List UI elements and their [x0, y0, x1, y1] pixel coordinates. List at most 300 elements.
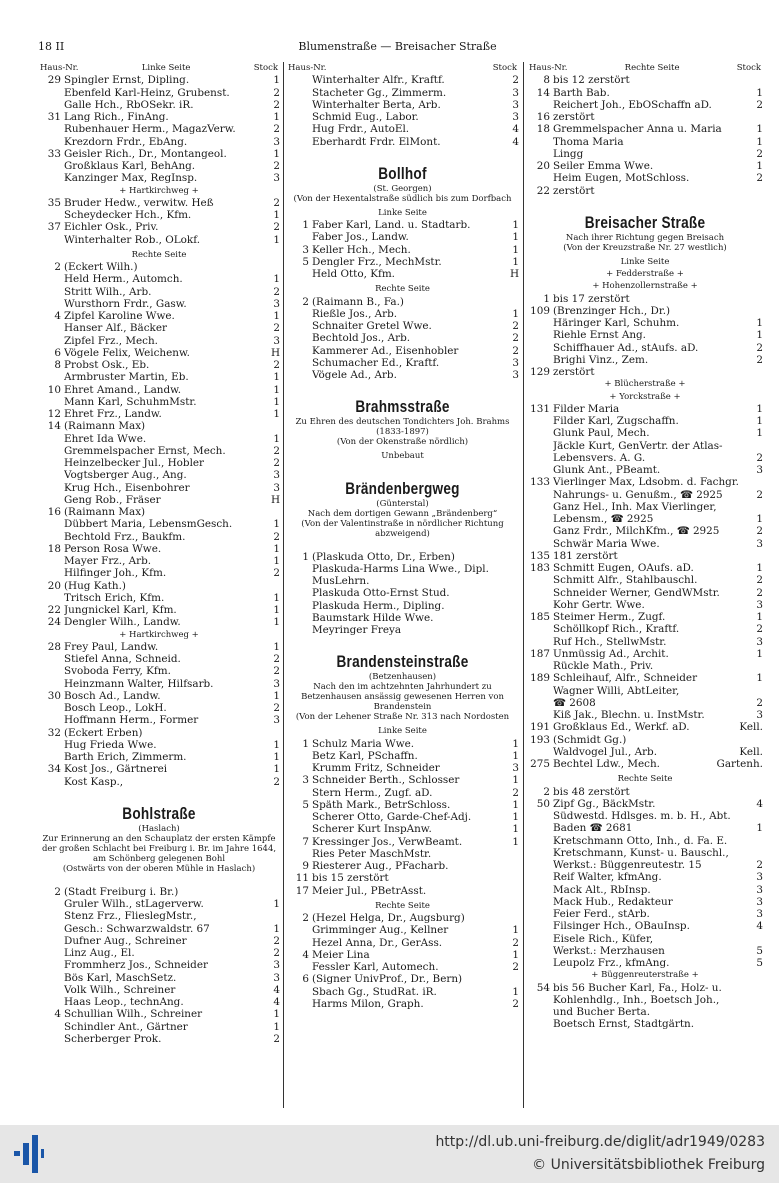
resident-name: Schneider Berth., Schlosser — [312, 774, 460, 787]
house-number: 2 — [302, 912, 309, 924]
col-head-house: Haus-Nr. — [40, 63, 79, 73]
house-number: 50 — [536, 797, 550, 810]
floor-number — [749, 501, 763, 513]
resident-name: Glunk Ant., PBeamt. — [553, 464, 661, 476]
house-number — [527, 172, 553, 184]
directory-entry — [38, 690, 280, 702]
resident-name: Kohr Gertr. Wwe. — [553, 598, 645, 611]
directory-entry — [527, 305, 763, 317]
house-number: 191 — [530, 721, 550, 734]
house-number — [38, 322, 64, 334]
house-number — [286, 308, 312, 320]
floor-number: 1 — [273, 604, 280, 616]
resident-name: Mayer Frz., Arb. — [64, 555, 152, 567]
street-note: (Von der Okenstraße nördlich) — [336, 437, 469, 448]
floor-number — [505, 885, 519, 897]
resident-name: 181 zerstört — [553, 549, 618, 562]
house-number: 187 — [530, 647, 550, 660]
directory-entry — [527, 99, 763, 111]
house-number — [527, 859, 553, 871]
house-number: 3 — [302, 243, 309, 256]
directory-entry — [527, 920, 763, 932]
house-number — [38, 99, 64, 111]
floor-number — [749, 660, 763, 672]
resident-name: Frey Paul, Landw. — [64, 640, 159, 653]
directory-entry — [527, 562, 763, 574]
directory-entry — [527, 982, 763, 994]
directory-entry — [527, 464, 763, 476]
house-number — [38, 702, 64, 714]
house-number — [38, 739, 64, 751]
floor-number — [266, 910, 280, 922]
library-logo-icon — [14, 1135, 44, 1173]
floor-number: 2 — [756, 525, 763, 538]
directory-entry — [38, 531, 280, 543]
street-note: Nach ihrer Richtung gegen Breisach — [565, 232, 725, 243]
resident-name: Ebenfeld Karl-Heinz, Grubenst. — [64, 86, 230, 99]
floor-number: 2 — [273, 285, 280, 298]
resident-name: Brighi Vinz., Zem. — [553, 353, 649, 366]
resident-name: Tritsch Erich, Kfm. — [64, 591, 165, 604]
floor-number: 2 — [273, 665, 280, 678]
resident-name: Ehret Frz., Landw. — [64, 408, 162, 420]
resident-name: Kretschmann Otto, Inh., d. Fa. E. — [553, 834, 728, 847]
resident-name: Schmitt Eugen, OAufs. aD. — [553, 562, 694, 574]
house-number — [286, 600, 312, 612]
resident-name: Schwär Maria Wwe. — [553, 537, 660, 550]
house-number — [527, 354, 553, 366]
resident-name: Jungnickel Karl, Kfm. — [64, 604, 177, 616]
directory-entry — [527, 672, 763, 684]
directory-entry — [38, 518, 280, 530]
directory-entry — [286, 836, 519, 848]
resident-name: Schiffhauer Ad., stAufs. aD. — [553, 341, 699, 354]
resident-name: Volk Wilh., Schreiner — [64, 983, 176, 996]
house-number — [38, 665, 64, 677]
resident-name: Hezel Anna, Dr., GerAss. — [312, 936, 443, 949]
resident-name: Heinzelbecker Jul., Hobler — [64, 457, 205, 469]
resident-name: Bosch Ad., Landw. — [64, 689, 161, 702]
resident-name: Späth Mark., BetrSchloss. — [312, 798, 451, 811]
column-header — [527, 62, 763, 74]
floor-number: 1 — [512, 307, 519, 320]
resident-name: (Signer UnivProf., Dr., Bern) — [312, 973, 463, 986]
directory-entry — [38, 310, 280, 322]
directory-entry — [286, 74, 519, 86]
resident-name: Kretschmann, Kunst- u. Bauschl., — [553, 846, 729, 859]
directory-entry — [38, 261, 280, 273]
floor-number — [749, 994, 763, 1006]
floor-number: 1 — [512, 835, 519, 848]
floor-number: Kell. — [739, 745, 763, 758]
floor-number: 2 — [512, 786, 519, 799]
floor-number: 2 — [756, 623, 763, 636]
house-number — [38, 984, 64, 996]
resident-name: Zipfel Karoline Wwe. — [64, 310, 175, 322]
resident-name: Meier Jul., PBetrAsst. — [312, 884, 427, 897]
house-number — [527, 440, 553, 452]
house-number — [527, 329, 553, 341]
resident-name: Filder Karl, Zugschaffn. — [553, 415, 679, 427]
house-number: 1 — [302, 737, 309, 750]
house-number — [527, 599, 553, 611]
resident-name: Kiß Jak., Blechn. u. InstMstr. — [553, 709, 705, 721]
resident-name: Stern Herm., Zugf. aD. — [312, 786, 433, 799]
street-note: (Haslach) — [138, 823, 180, 834]
side-label: Rechte Seite — [375, 900, 430, 911]
directory-entry — [38, 221, 280, 233]
directory-entry — [527, 403, 763, 415]
resident-name: (Hezel Helga, Dr., Augsburg) — [312, 912, 465, 924]
house-number — [527, 945, 553, 957]
floor-number — [749, 982, 763, 994]
directory-entry — [286, 219, 519, 231]
resident-name: Ruf Hch., StellwMstr. — [553, 635, 667, 648]
directory-entry — [38, 959, 280, 971]
directory-entry — [38, 359, 280, 371]
house-number — [38, 1021, 64, 1033]
house-number — [286, 332, 312, 344]
resident-name: Meier Lina — [312, 948, 370, 961]
source-url[interactable]: http://dl.ub.uni-freiburg.de/diglit/adr1949/0283 — [435, 1134, 765, 1150]
house-number — [38, 286, 64, 298]
directory-entry — [38, 506, 280, 518]
directory-entry — [38, 148, 280, 160]
resident-name: Baumstark Hilde Wwe. — [312, 611, 434, 624]
resident-name: Unmüssig Ad., Archit. — [553, 647, 669, 660]
house-number — [527, 501, 553, 513]
directory-entry — [38, 567, 280, 579]
directory-entry — [38, 714, 280, 726]
street-note: (Von der Kreuzstraße Nr. 27 westlich) — [563, 242, 727, 253]
resident-name: (Brenzinger Hch., Dr.) — [553, 304, 671, 317]
floor-number: 3 — [273, 172, 280, 185]
floor-number: 1 — [273, 147, 280, 160]
resident-name: Krumm Fritz, Schneider — [312, 762, 440, 774]
directory-entry — [527, 746, 763, 758]
directory-entry — [527, 908, 763, 920]
floor-number: 1 — [756, 135, 763, 148]
resident-name: Bechtold Jos., Arb. — [312, 332, 411, 345]
floor-number: 1 — [273, 518, 280, 531]
directory-entry — [38, 396, 280, 408]
house-number — [527, 994, 553, 1006]
resident-name: zerstört — [553, 111, 595, 123]
directory-entry — [527, 636, 763, 648]
directory-entry — [527, 945, 763, 957]
resident-name: Eisele Rich., Küfer, — [553, 932, 654, 945]
resident-name: Stenz Frz., FlieslegMstr., — [64, 910, 197, 923]
house-number: 34 — [47, 763, 61, 776]
resident-name: bis 17 zerstört — [553, 292, 630, 305]
floor-number: 2 — [756, 451, 763, 464]
resident-name: bis 48 zerstört — [553, 785, 630, 798]
house-number — [286, 563, 312, 575]
cross-street: + Hohenzollernstraße + — [592, 281, 698, 292]
floor-number: 1 — [512, 749, 519, 762]
house-number — [38, 234, 64, 246]
floor-number: 3 — [512, 369, 519, 381]
floor-number — [749, 185, 763, 197]
directory-entry — [38, 136, 280, 148]
resident-name: Lingg — [553, 147, 584, 160]
house-number: 14 — [47, 420, 61, 433]
directory-entry — [38, 763, 280, 775]
floor-number — [505, 872, 519, 884]
directory-entry — [286, 912, 519, 924]
house-number — [38, 776, 64, 788]
resident-name: Ganz Hel., Inh. Max Vierlinger, — [553, 500, 717, 513]
floor-number: 2 — [512, 961, 519, 973]
resident-name: Galle Hch., RbOSekr. iR. — [64, 98, 194, 111]
cross-street: + Hartkirchweg + — [119, 185, 199, 196]
house-number: 183 — [530, 562, 550, 574]
floor-number — [749, 366, 763, 378]
column-2 — [286, 62, 519, 1010]
floor-number — [266, 420, 280, 432]
resident-name: Dübbert Maria, LebensmGesch. — [64, 518, 233, 531]
floor-number: 1 — [273, 1008, 280, 1021]
floor-number: 1 — [756, 329, 763, 342]
directory-entry — [527, 574, 763, 586]
floor-number: 1 — [273, 395, 280, 408]
house-number — [38, 433, 64, 445]
street-note: (Von der Valentinstraße in nördlicher Richtung abzweigend) — [301, 518, 504, 539]
directory-entry — [38, 197, 280, 209]
resident-name: zerstört — [553, 366, 595, 378]
floor-number: 2 — [273, 702, 280, 714]
house-number — [286, 937, 312, 949]
cross-street: + Büggenreuterstraße + — [591, 970, 699, 981]
house-number: 28 — [47, 640, 61, 653]
house-number — [527, 636, 553, 648]
directory-entry — [38, 457, 280, 469]
house-number — [38, 947, 64, 959]
house-number — [286, 986, 312, 998]
directory-entry — [38, 898, 280, 910]
house-number — [286, 750, 312, 762]
house-number — [286, 787, 312, 799]
resident-name: Geng Rob., Fräser — [64, 493, 161, 506]
resident-name: bis 15 zerstört — [312, 872, 389, 885]
house-number — [286, 587, 312, 599]
house-number: 6 — [302, 973, 309, 986]
resident-name: Heinzmann Walter, Hilfsarb. — [64, 677, 214, 690]
floor-number: 2 — [273, 1032, 280, 1045]
street-name: Bollhof — [378, 163, 427, 183]
floor-number — [749, 1018, 763, 1030]
house-number — [286, 231, 312, 243]
directory-entry — [38, 445, 280, 457]
resident-name: Boetsch Ernst, Stadtgärtn. — [553, 1018, 695, 1031]
floor-number: 3 — [756, 464, 763, 476]
resident-name: (Hug Kath.) — [64, 579, 126, 592]
house-number — [527, 427, 553, 439]
house-number: 185 — [530, 611, 550, 623]
resident-name: Probst Osk., Eb. — [64, 359, 150, 371]
resident-name: Bruder Hedw., verwitw. Heß — [64, 196, 214, 209]
resident-name: Feier Ferd., stArb. — [553, 908, 650, 920]
floor-number: 2 — [756, 696, 763, 709]
directory-entry — [527, 476, 763, 488]
resident-name: Kressinger Jos., VerwBeamt. — [312, 835, 463, 848]
side-label: Rechte Seite — [375, 284, 430, 295]
directory-entry — [38, 910, 280, 922]
floor-number: 1 — [273, 555, 280, 567]
house-number: 35 — [47, 196, 61, 209]
floor-number: 3 — [756, 635, 763, 648]
directory-entry — [286, 587, 519, 599]
directory-entry — [38, 984, 280, 996]
floor-number: 2 — [512, 997, 519, 1010]
house-number: 11 — [295, 872, 309, 885]
directory-entry — [286, 750, 519, 762]
resident-name: Filder Maria — [553, 402, 620, 415]
floor-number: 2 — [273, 567, 280, 580]
floor-number: 3 — [512, 356, 519, 369]
resident-name: Ehret Amand., Landw. — [64, 383, 182, 396]
resident-name: Nahrungs- u. Genußm., ☎ 2925 — [553, 488, 723, 501]
floor-number: 1 — [756, 160, 763, 172]
street-note: (St. Georgen) — [373, 183, 432, 194]
directory-entry — [527, 758, 763, 770]
house-number — [286, 111, 312, 123]
house-number — [527, 920, 553, 932]
resident-name: Harms Milon, Graph. — [312, 997, 424, 1010]
resident-name: Faber Jos., Landw. — [312, 231, 409, 244]
directory-entry — [527, 835, 763, 847]
floor-number: 3 — [756, 908, 763, 920]
resident-name: Jäckle Kurt, GenVertr. der Atlas- — [553, 439, 723, 452]
resident-name: Svoboda Ferry, Kfm. — [64, 665, 171, 678]
directory-entry — [527, 489, 763, 501]
directory-entry — [38, 1008, 280, 1020]
column-3 — [527, 62, 763, 1031]
resident-name: Heim Eugen, MotSchloss. — [553, 172, 690, 185]
floor-number — [749, 305, 763, 317]
resident-name: Vögele Ad., Arb. — [312, 369, 397, 381]
directory-entry — [527, 611, 763, 623]
resident-name: Schumacher Ed., Kraftf. — [312, 356, 440, 369]
floor-number: 4 — [756, 797, 763, 810]
resident-name: Winterhalter Berta, Arb. — [312, 98, 441, 111]
floor-number: 3 — [512, 86, 519, 99]
floor-number: 3 — [273, 297, 280, 310]
col-head-house: Haus-Nr. — [288, 63, 327, 73]
resident-name: Hilfinger Joh., Kfm. — [64, 567, 167, 580]
floor-number: 2 — [273, 160, 280, 172]
resident-name: Rießle Jos., Arb. — [312, 307, 398, 320]
directory-entry — [527, 550, 763, 562]
side-label: Linke Seite — [378, 207, 427, 218]
house-number — [38, 898, 64, 910]
side-label: Rechte Seite — [617, 774, 673, 785]
house-number — [527, 896, 553, 908]
house-number — [286, 762, 312, 774]
directory-entry — [286, 872, 519, 884]
directory-entry — [527, 1006, 763, 1018]
cross-street: + Blücherstraße + — [604, 379, 686, 390]
resident-name: Häringer Karl, Schuhm. — [553, 317, 680, 329]
directory-entry — [38, 543, 280, 555]
directory-entry — [527, 847, 763, 859]
resident-name: Lebensvers. A. G. — [553, 451, 646, 464]
resident-name: Schulz Maria Wwe. — [312, 737, 415, 750]
floor-number — [505, 624, 519, 636]
floor-number: 2 — [273, 457, 280, 469]
floor-number — [749, 786, 763, 798]
floor-number — [505, 860, 519, 872]
house-number — [286, 624, 312, 636]
directory-entry — [286, 860, 519, 872]
resident-name: Schmid Eug., Labor. — [312, 111, 419, 123]
resident-name: Plaskuda Herm., Dipling. — [312, 599, 445, 612]
directory-entry — [527, 440, 763, 452]
directory-entry — [38, 947, 280, 959]
floor-number: 1 — [512, 737, 519, 750]
house-number — [38, 371, 64, 383]
directory-entry — [38, 234, 280, 246]
floor-number: 1 — [756, 562, 763, 574]
house-number — [527, 822, 553, 834]
directory-entry — [38, 665, 280, 677]
resident-name: (Raimann Max) — [64, 420, 146, 433]
directory-entry — [38, 74, 280, 86]
resident-name: Dengler Wilh., Landw. — [64, 616, 181, 629]
page-header — [38, 40, 757, 56]
house-number — [286, 345, 312, 357]
col-head-side: Linke Seite — [141, 63, 191, 73]
floor-number: 2 — [273, 653, 280, 665]
directory-entry — [527, 709, 763, 721]
floor-number: 1 — [273, 233, 280, 246]
floor-number: 1 — [273, 689, 280, 702]
house-number — [527, 513, 553, 525]
directory-entry — [38, 371, 280, 383]
floor-number: 1 — [273, 763, 280, 776]
house-number: 8 — [54, 359, 61, 371]
floor-number: 1 — [273, 383, 280, 396]
resident-name: Bechtold Frz., Baukfm. — [64, 530, 186, 543]
house-number — [286, 823, 312, 835]
directory-entry — [527, 342, 763, 354]
floor-number: 2 — [273, 359, 280, 371]
floor-number: 1 — [512, 823, 519, 836]
directory-entry — [527, 415, 763, 427]
directory-entry — [38, 160, 280, 172]
resident-name: Schleihauf, Alfr., Schneider — [553, 672, 698, 685]
floor-number — [505, 973, 519, 985]
resident-name: Mack Hub., Redakteur — [553, 895, 673, 908]
floor-number: 2 — [756, 859, 763, 871]
floor-number: 3 — [273, 334, 280, 347]
resident-name: Vogtsberger Aug., Ang. — [64, 469, 187, 482]
house-number — [38, 273, 64, 285]
floor-number: 2 — [273, 322, 280, 335]
house-number — [286, 99, 312, 111]
directory-entry — [38, 482, 280, 494]
floor-number: 1 — [756, 415, 763, 427]
house-number — [527, 623, 553, 635]
floor-number — [749, 847, 763, 859]
directory-entry — [527, 721, 763, 733]
floor-number — [266, 506, 280, 518]
house-number — [38, 555, 64, 567]
floor-number: 2 — [273, 123, 280, 136]
resident-name: Stacheter Gg., Zimmerm. — [312, 86, 447, 99]
resident-name: Spingler Ernst, Dipling. — [64, 74, 190, 87]
house-number — [38, 567, 64, 579]
